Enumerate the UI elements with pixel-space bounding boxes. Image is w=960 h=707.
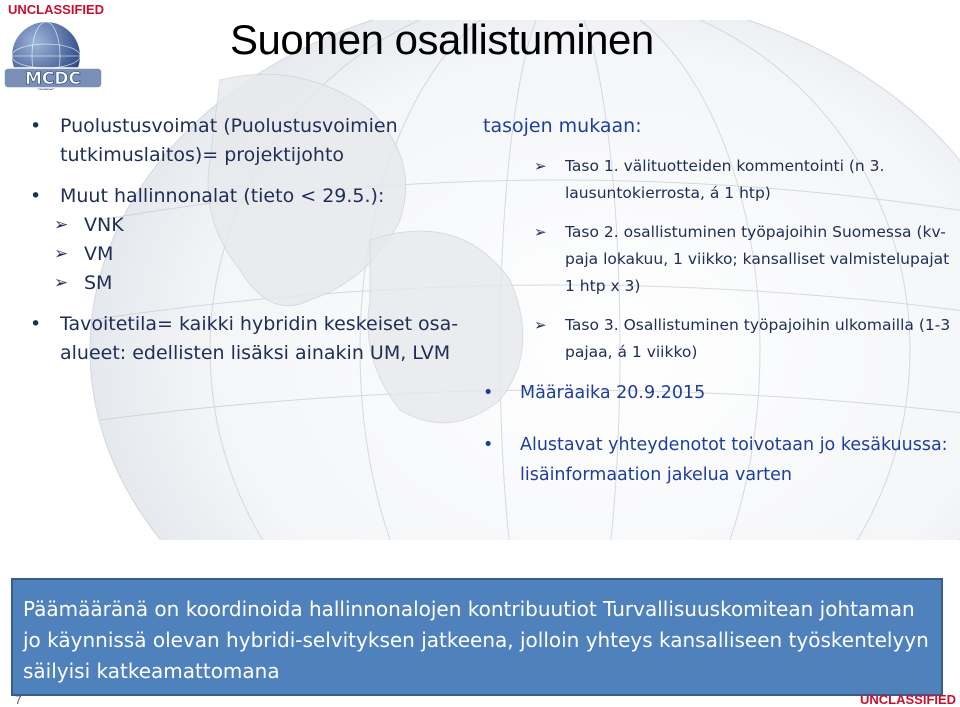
levels-heading: tasojen mukaan:	[483, 115, 642, 137]
level-3: ➢ Taso 3. Osallistuminen työpajoihin ulkomailla (1-3 pajaa, á 1 viikko)	[483, 312, 953, 366]
classification-top: UNCLASSIFIED	[8, 2, 105, 17]
level-2: ➢ Taso 2. osallistuminen työpajoihin Suomessa (kv-paja lokakuu, 1 viikko; kansalliset valmistelupajat 1 htp x 3)	[483, 219, 953, 300]
goal-statement-box: Päämääränä on koordinoida hallinnonalojen kontribuutiot Turvallisuuskomitean johtaman jo käynnissä olevan hybridi-selvityksen jatkeena, jolloin yhteys kansalliseen työskentelyyn säilyisi katkeamattomana	[11, 578, 943, 696]
right-column	[483, 112, 953, 490]
bullet-other-sectors: • Muut hallinnonalat (tieto < 29.5.):	[30, 182, 460, 211]
left-column	[30, 112, 460, 368]
classification-bottom: UNCLASSIFIED	[860, 692, 957, 707]
sub-item-vm: ➢ VM	[30, 240, 460, 269]
deadline: • Määräaika 20.9.2015	[483, 378, 953, 408]
level-1: ➢ Taso 1. välituotteiden kommentointi (n 3. lausuntokierrosta, á 1 htp)	[483, 153, 953, 207]
sub-item-vnk: ➢ VNK	[30, 211, 460, 240]
bullet-project-lead: • Puolustusvoimat (Puolustusvoimien tutkimuslaitos)= projektijohto	[30, 112, 460, 170]
early-contact: • Alustavat yhteydenotot toivotaan jo kesäkuussa: lisäinformaation jakelua varten	[483, 430, 953, 490]
mcdc-logo	[2, 16, 104, 96]
svg-text:MCDC: MCDC	[25, 69, 81, 89]
sub-item-sm: ➢ SM	[30, 269, 460, 298]
slide-title: Suomen osallistuminen	[230, 16, 654, 63]
bullet-target-state: • Tavoitetila= kaikki hybridin keskeiset osa-alueet: edellisten lisäksi ainakin UM, LVM	[30, 310, 460, 368]
page-number: 7	[15, 693, 22, 707]
